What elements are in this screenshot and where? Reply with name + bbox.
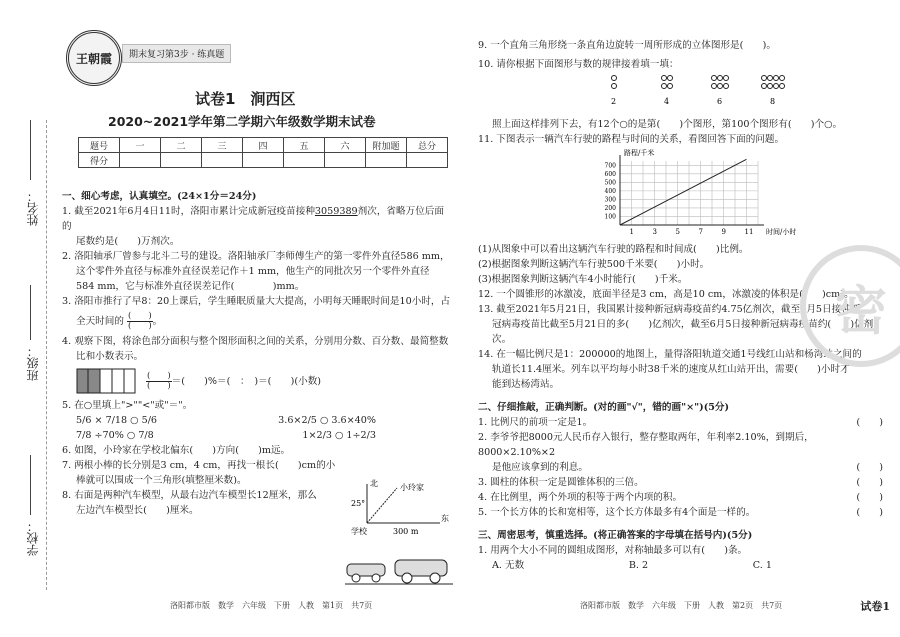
score-header-cell: 题号 [79,138,120,153]
section3-heading: 三、周密思考，慎重选择。(将正确答案的字母填在括号内)(5分) [478,530,753,541]
score-header-cell: 四 [243,138,284,153]
q3-fraction-blank[interactable]: $\frac{( )}{( )}$ [128,311,152,331]
score-header-cell: 附加题 [366,138,407,153]
binding-dashed-line [46,120,47,590]
pattern-label: 8 [770,97,776,106]
judge-item-text: 1. 比例尺的前项一定是1。 [478,417,593,428]
judge-item [478,460,883,475]
large-car-wheel-icon [430,573,440,583]
choice-option-c[interactable]: C. 1 [752,560,772,571]
q7-line1: 7. 两根小棒的长分别是3 cm，4 cm，再找一根长( )cm的小 [62,460,336,471]
q7-line2: 棒就可以围成一个三角形(填整厘米数)。 [76,475,247,486]
judge-item [478,490,883,505]
section1-heading: 一、细心考虑，认真填空。(24×1分＝24分) [62,191,257,202]
shaded-rectangle-figure [76,368,136,394]
judge-item-text: 2. 李爷爷把8000元人民币存入银行，整存整取两年，年利率2.10%，到期后，8000×2.10%×2 [478,432,814,458]
score-cell[interactable] [366,153,407,168]
series-line [620,159,747,225]
q2-line2: 这个零件外直径与标准外直径误差记作＋1 mm，他生产的同批次另一个零件外直径 [76,266,430,277]
name-label: 姓名： [26,190,40,226]
direction-map-figure [345,478,455,538]
map-home-label: 小玲家 [400,483,424,492]
q1-text-b: 剂次，省略万位后面的 [62,206,444,232]
judge-item [478,475,883,490]
q10-text: 10. 请你根据下面图形与数的规律接着填一填： [478,59,679,70]
y-tick-label: 700 [604,162,616,170]
q4-line2: 比和小数表示。 [76,351,144,362]
brand-logo: 王朝霞 [66,30,122,86]
score-cell[interactable] [161,153,202,168]
x-tick-label: 3 [652,228,657,236]
score-header-cell: 三 [202,138,243,153]
school-label: 学校： [26,520,40,556]
x-axis-label: 时间/小时 [766,228,797,236]
map-school-label: 学校 [351,527,367,536]
q5-heading: 5. 在○里填上">""<"或"＝"。 [62,400,193,411]
score-table [78,137,448,168]
score-header-cell: 二 [161,138,202,153]
score-header-cell: 一 [120,138,161,153]
score-header-cell: 六 [325,138,366,153]
score-header-cell: 五 [284,138,325,153]
q3-text: 全天时间的 [76,316,124,327]
score-header-cell: 总分 [407,138,448,153]
q11-sub-1: (1)从图象中可以看出这辆汽车行驶的路程和时间成( )比例。 [478,244,749,255]
y-tick-label: 600 [604,170,616,178]
x-tick-label: 5 [675,228,680,236]
left-column [62,185,452,518]
score-table-row [79,153,448,168]
q8-line1: 8. 右面是两种汽车模型，从最右边汽车模型长12厘米，那么 [62,490,317,501]
q11-text: 11. 下图表示一辆汽车行驶的路程与时间的关系，看图回答下面的问题。 [478,134,785,145]
choice-q1-text: 1. 用两个大小不同的圆组成图形，对称轴最多可以有( )条。 [478,545,748,556]
q5-compare-2[interactable]: 3.6×2/5 ○ 3.6×40% [278,415,376,426]
y-tick-label: 300 [604,196,616,204]
q13-line1: 13. 截至2021年5月21日，我国累计接种新冠病毒疫苗约4.75亿剂次，截至6月5日接种新 [478,304,861,315]
q4-line1: 4. 观察下图，将涂色部分面积与整个图形面积之间的关系，分别用分数、百分数、最简整数 [62,336,449,347]
score-cell[interactable] [202,153,243,168]
judge-item [478,415,883,430]
q4-equation: ＝( )%＝( ： )＝( )(小数) [171,375,322,387]
small-car-icon [347,564,385,576]
judge-item [478,505,883,520]
judge-item-text: 是他应该拿到的利息。 [492,462,588,473]
map-north-label: 北 [370,479,378,488]
q11-sub-3: (3)根据图象判断这辆汽车4小时能行( )千米。 [478,274,688,285]
car-models-figure [345,548,455,588]
score-cell[interactable] [120,153,161,168]
distance-time-chart [598,147,828,237]
judge-item-text: 3. 圆柱的体积一定是圆锥体积的三倍。 [478,477,644,488]
x-tick-label: 1 [629,228,634,236]
large-car-wheel-icon [402,573,412,583]
choice-option-a[interactable]: A. 无数 [492,560,525,571]
q5-compare-4[interactable]: 1×2/3 ○ 1÷2/3 [302,430,376,441]
question-3-blank [62,312,452,331]
footer-left: 洛阳都市版 数学 六年级 下册 人教 第1页 共7页 [170,601,373,610]
section2-heading: 二、仔细推敲，正确判断。(对的画"√"，错的画"×")(5分) [478,402,730,413]
q8-line2: 左边汽车模型长( )厘米。 [76,505,199,516]
judge-answer-paren[interactable]: ( ) [856,477,883,488]
q11-sub-2: (2)根据图象判断这辆汽车行驶500千米要( )小时。 [478,259,710,270]
class-line [30,285,31,340]
q14-line1: 14. 在一幅比例尺是1：200000的地图上，量得洛阳轨道交通1号线红山站和杨湾站之间的 [478,349,862,360]
y-tick-label: 500 [604,179,616,187]
footer-right: 洛阳都市版 数学 六年级 下册 人教 第2页 共7页 [580,601,783,610]
class-label: 班级： [26,345,40,381]
score-row-label: 得分 [79,153,120,168]
q4-figure-row [62,368,452,394]
q13-line2: 冠病毒疫苗比截至5月21日的多( )亿剂次，截至6月5日接种新冠病毒疫苗约( )亿剂次。 [492,319,874,345]
choice-option-b[interactable]: B. 2 [628,560,649,571]
score-cell[interactable] [325,153,366,168]
binding-sidebar [0,0,55,637]
pattern-label: 2 [611,97,617,106]
q5-compare-1[interactable]: 5/6 × 7/18 ○ 5/6 [76,415,158,426]
q14-line2: 轨道长11.4厘米。列车以平均每小时38千米的速度从红山站开出，需要( )小时才 [492,364,850,375]
x-tick-label: 11 [744,228,754,236]
judge-answer-paren[interactable]: ( ) [856,492,883,503]
q5-row-2 [62,428,376,443]
choice-options [478,558,772,573]
q14-line3: 能到达杨湾站。 [492,379,560,390]
q5-compare-3[interactable]: 7/8 ÷70% ○ 7/8 [76,430,154,441]
judge-answer-paren[interactable]: ( ) [856,417,883,428]
q4-fraction-blank[interactable]: $\frac{( )}{( )}$ [147,370,171,391]
score-cell[interactable] [243,153,284,168]
score-cell[interactable] [407,153,448,168]
map-east-label: 东 [441,514,449,523]
q6-text: 6. 如图，小玲家在学校北偏东( )方向( )m远。 [62,445,291,456]
q10-answer-line: 照上面这样排列下去，有12个○的是第( )个图形，第100个图形有( )个○。 [492,119,843,130]
q10-pattern-figure [608,72,868,112]
map-distance-label: 300 m [393,527,419,536]
q3-line1: 3. 洛阳市推行了早8：20上课后，学生睡眠质量大大提高，小明每天睡眠时间是10小时，占 [62,296,451,307]
score-cell[interactable] [284,153,325,168]
q3-end: 。 [152,316,163,327]
judge-item-text: 5. 一个长方体的长和宽相等，这个长方体最多有4个面是一样的。 [478,507,756,518]
judge-answer-paren[interactable]: ( ) [856,507,883,518]
small-car-wheel-icon [372,574,380,582]
x-tick-label: 7 [698,228,703,236]
q1-line2: 尾数约是( )万剂次。 [76,236,180,247]
large-car-icon [395,560,447,576]
x-tick-label: 9 [721,228,726,236]
q5-row-1 [62,413,376,428]
pattern-label: 6 [717,97,723,106]
paper-label: 试卷1 [860,600,890,613]
exam-subtitle: 2020~2021学年第二学期六年级数学期末试卷 [108,114,376,129]
watermark-stamp: 密 [800,245,900,367]
q2-line1: 2. 洛阳轴承厂曾参与北斗二号的建设。洛阳轴承厂李师傅生产的第一零件外直径586 mm， [62,251,450,262]
review-badge: 期末复习第3步 · 练真题 [122,44,231,63]
y-tick-label: 200 [604,204,616,212]
question-1 [62,204,452,234]
q9-text: 9. 一个直角三角形绕一条直角边旋转一周所形成的立体图形是( )。 [478,40,776,51]
exam-title: 试卷1 涧西区 [195,90,296,108]
y-tick-label: 100 [604,213,616,221]
q1-text-a: 1. 截至2021年6月4日11时，洛阳市累计完成新冠疫苗接种 [62,206,315,217]
y-tick-label: 400 [604,187,616,195]
q12-text: 12. 一个圆锥形的冰激凌，底面半径是3 cm，高是10 cm，冰激凌的体积是( )cm³。 [478,289,854,300]
map-angle-label: 25° [351,499,366,508]
score-table-header-row [79,138,448,153]
school-line [30,455,31,515]
small-car-wheel-icon [352,574,360,582]
pattern-label: 4 [664,97,670,106]
name-line [30,120,31,180]
judge-answer-paren[interactable]: ( ) [856,462,883,473]
chart-title: 路程/千米 [624,149,655,157]
home-direction-line [367,488,397,523]
judge-item-text: 4. 在比例里，两个外项的积等于两个内项的积。 [478,492,683,503]
q2-line3: 584 mm，它与标准外直径误差记作( )mm。 [76,281,305,292]
q1-number: 3059389 [314,206,358,217]
